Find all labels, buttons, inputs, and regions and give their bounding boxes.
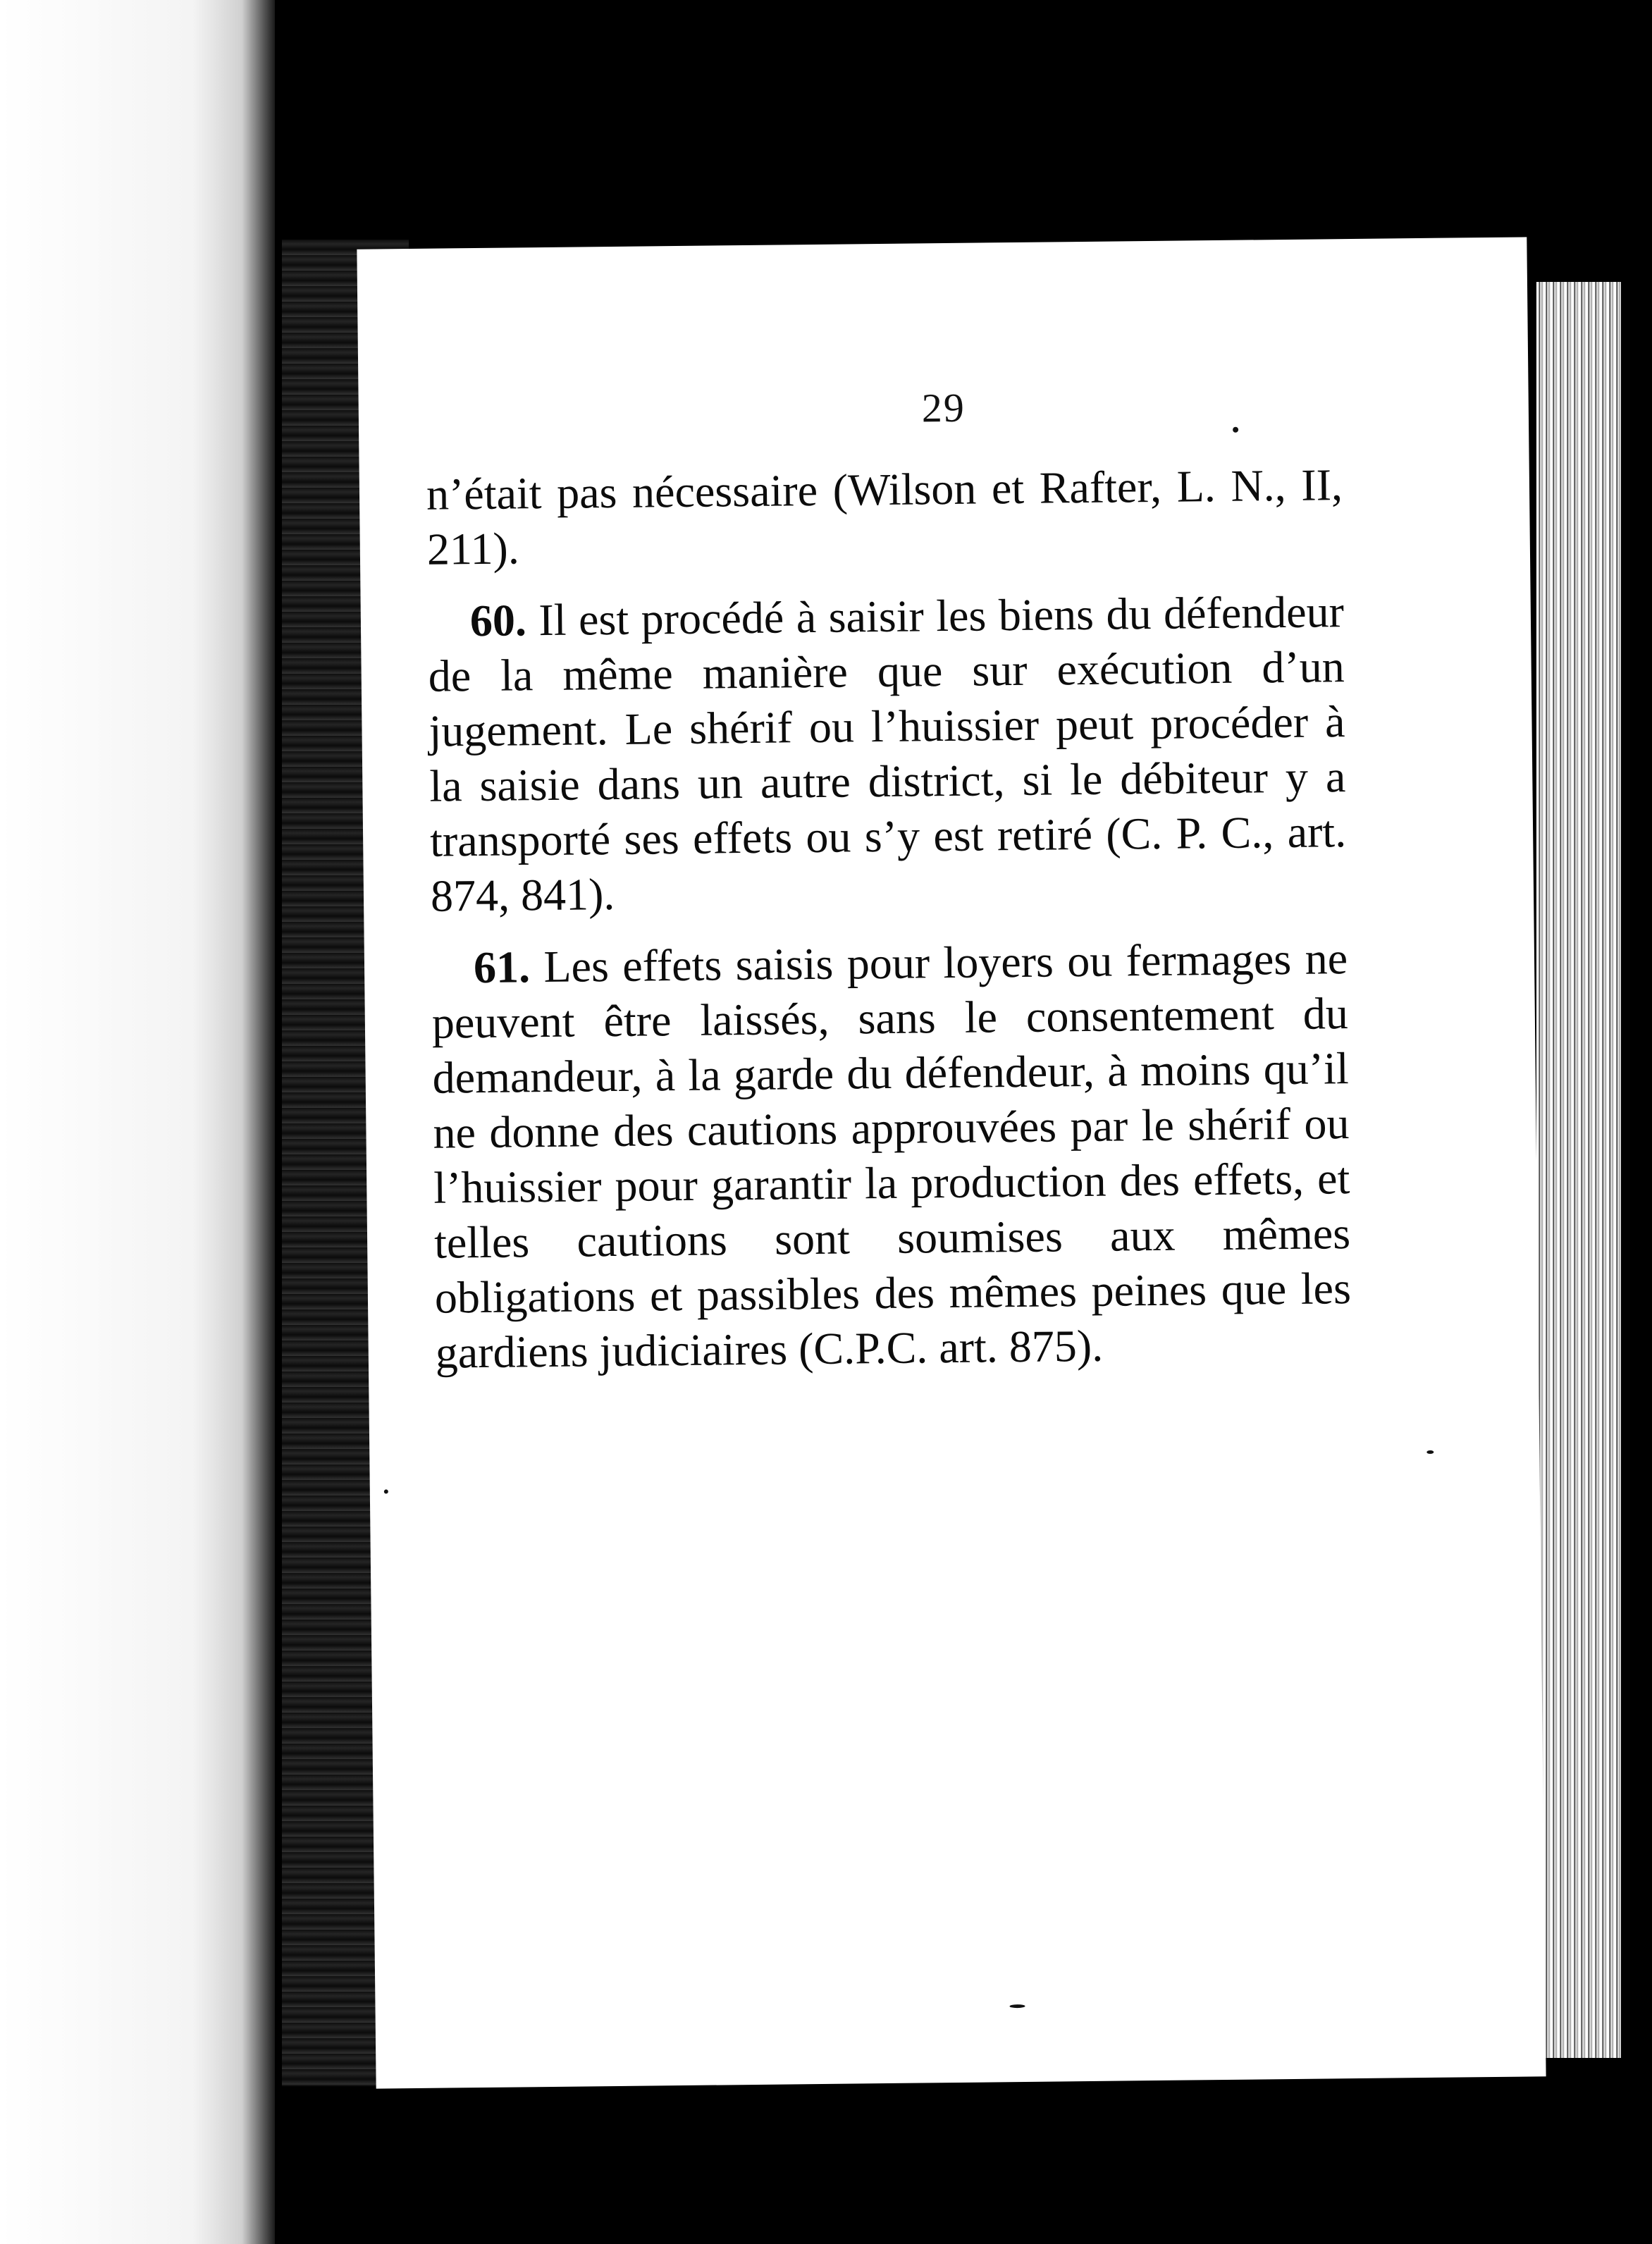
page-stack-edge xyxy=(1536,282,1621,2058)
paragraph-article-60 xyxy=(428,584,1348,924)
paragraph-text: Il est procédé à saisir les biens du défendeur de la même manière que sur exécution d’un jugement. Le shérif ou l’huissier peut procéder à la saisie dans un autre district, si le débiteur y a transporté ses effets ou s’y est retiré (C. P. C., art. 874, 841). xyxy=(428,586,1347,921)
paragraph-article-61 xyxy=(431,931,1352,1381)
scan-speck xyxy=(1010,2004,1025,2008)
article-number: 60. xyxy=(469,595,527,646)
paragraph-text: n’était pas nécessaire (Wilson et Rafter, L. N., II, 211). xyxy=(426,460,1343,574)
article-number: 61. xyxy=(473,942,531,993)
scan-speck xyxy=(1426,1450,1434,1454)
page-number: 29 xyxy=(921,384,966,431)
facing-page-edge xyxy=(0,0,275,2244)
page-body xyxy=(426,457,1352,1398)
paragraph-text: Les effets saisis pour loyers ou fermages ne peuvent être laissés, sans le consentement du demandeur, à la garde du défendeur, à moins qu’il ne donne des cautions approuvées par le shérif ou l’huissier pour garantir la production des effets, et telles cautions sont soumises aux mêmes obligations et passibles des mêmes peines que les gardiens judiciaires (C.P.C. art. 875). xyxy=(431,933,1352,1378)
paragraph-continuation xyxy=(426,457,1344,577)
scan-speck xyxy=(384,1489,388,1493)
scan-speck xyxy=(1233,427,1238,433)
book-page xyxy=(357,237,1546,2088)
